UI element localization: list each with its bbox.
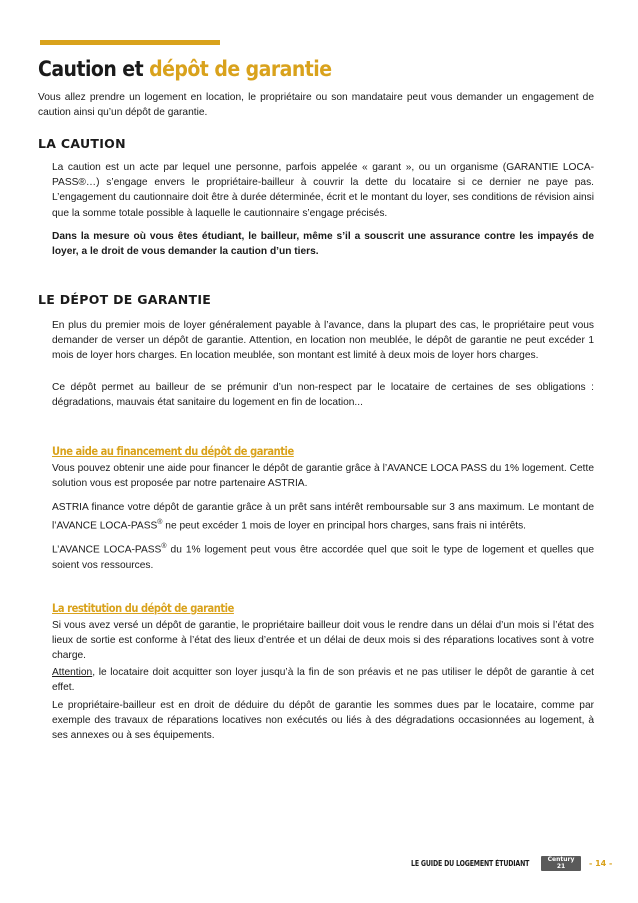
aide-paragraph-3 bbox=[52, 539, 594, 573]
section-heading-restitution: La restitution du dépôt de garantie bbox=[52, 601, 234, 615]
top-accent-bar bbox=[40, 40, 220, 45]
logo-line-2: 21 bbox=[556, 863, 566, 870]
footer-guide-label: LE GUIDE DU LOGEMENT ÉTUDIANT bbox=[411, 858, 530, 868]
restitution-paragraph-2-rest: , le locataire doit acquitter son loyer jusqu’à la fin de son préavis et ne pas utiliser le dépôt de garantie à cet effet. bbox=[52, 667, 594, 694]
attention-label: Attention bbox=[52, 667, 93, 678]
logo-line-1: Century bbox=[547, 856, 575, 863]
intro-paragraph: Vous allez prendre un logement en location, le propriétaire ou son mandataire peut vous demander un engagement de caution ainsi qu’un dépôt de garantie. bbox=[38, 92, 594, 119]
page-title bbox=[38, 57, 331, 81]
brand-logo bbox=[541, 856, 581, 871]
caution-paragraph-2: Dans la mesure où vous êtes étudiant, le bailleur, même s’il a souscrit une assurance contre les impayés de loyer, a le droit de vous demander la caution d’un tiers. bbox=[52, 231, 594, 258]
section-heading-caution: LA CAUTION bbox=[38, 136, 126, 151]
page-title-part2: dépôt de garantie bbox=[149, 57, 332, 81]
page-footer bbox=[411, 855, 612, 871]
restitution-paragraph-2 bbox=[52, 665, 594, 695]
page-number: - 14 - bbox=[589, 858, 613, 868]
registered-mark: ® bbox=[161, 543, 167, 550]
aide-paragraph-3-end: du 1% logement peut vous être accordée quel que soit le type de logement et quelles que soient vos ressources. bbox=[52, 544, 594, 571]
aide-paragraph-2-end: ne peut excéder 1 mois de loyer en principal hors charges, sans frais ni intérêts. bbox=[162, 520, 527, 532]
restitution-paragraph-1: Si vous avez versé un dépôt de garantie, le propriétaire bailleur doit vous le rendre dans un délai d’un mois si l’état des lieux de sortie est conforme à l’état des lieux d’entrée et un délai de deux mois si des réparations locatives sont à votre charge. bbox=[52, 620, 594, 662]
depot-paragraph-1: En plus du premier mois de loyer généralement payable à l’avance, dans la plupart des cas, le propriétaire peut vous demander de verser un dépôt de garantie. Attention, en location non meublée, le dépôt de garantie ne peut excéder 1 mois de loyer hors charges. En location meublée, son montant est limité à deux mois de loyer hors charges. bbox=[52, 320, 594, 362]
section-heading-depot: LE DÉPOT DE GARANTIE bbox=[38, 292, 212, 307]
aide-paragraph-3-start: L’AVANCE LOCA-PASS bbox=[52, 544, 162, 556]
registered-mark: ® bbox=[157, 519, 163, 527]
aide-paragraph-1: Vous pouvez obtenir une aide pour financer le dépôt de garantie grâce à l’AVANCE LOCA PASS du 1% logement. Cette solution vous est proposée par notre partenaire ASTRIA. bbox=[52, 463, 594, 490]
depot-paragraph-2: Ce dépôt permet au bailleur de se prémunir d’un non-respect par le locataire de certaines de ses obligations : dégradations, mauvais état sanitaire du logement en fin de location... bbox=[52, 382, 594, 409]
page-title-part1: Caution et bbox=[38, 57, 150, 81]
aide-paragraph-2-start: ASTRIA finance votre dépôt de garantie grâce à un prêt sans intérêt remboursable sur 3 ans maximum. Le montant de l’AVANCE LOCA-PASS bbox=[52, 502, 594, 532]
caution-paragraph-1: La caution est un acte par lequel une personne, parfois appelée « garant », ou un organisme (GARANTIE LOCA-PASS®…) s’engage envers le propriétaire-bailleur à couvrir la dette du locataire si ce dernier ne paye pas. L’engagement du cautionnaire doit être à durée déterminée, écrit et le montant du loyer, ses conditions de révision ainsi que la somme totale possible à laquelle le cautionnaire s’engage précisés. bbox=[52, 162, 594, 219]
aide-paragraph-2 bbox=[52, 500, 594, 534]
section-heading-aide: Une aide au financement du dépôt de garantie bbox=[52, 444, 294, 458]
restitution-paragraph-3: Le propriétaire-bailleur est en droit de déduire du dépôt de garantie les sommes dues par le locataire, comme par exemple des travaux de réparations locatives non exécutés ou liés à des dégradations occasionnées au logement, à ses annexes ou à ses équipements. bbox=[52, 700, 594, 742]
